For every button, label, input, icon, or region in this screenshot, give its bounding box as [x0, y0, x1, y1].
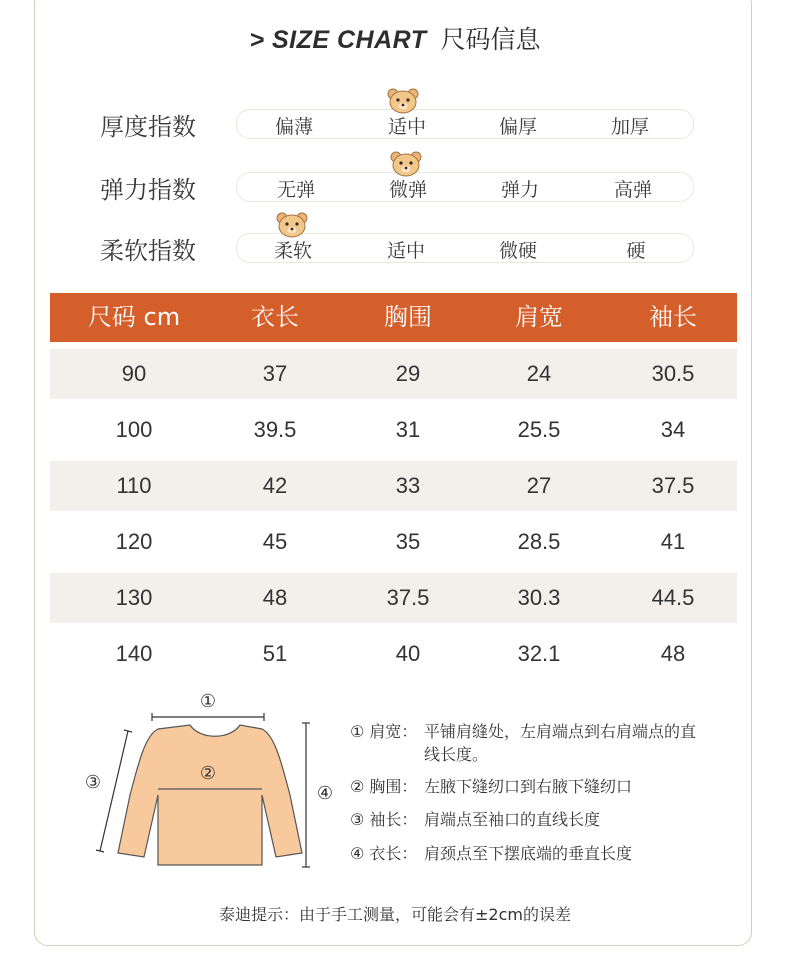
index-option: 硬: [626, 240, 646, 262]
table-header: [50, 293, 737, 342]
table-cell: 140: [115, 641, 153, 666]
table-cell: 33: [395, 473, 421, 498]
index-label: 弹力指数: [100, 176, 196, 204]
measurement-tip: 泰迪提示：由于手工测量，可能会有±2cm的误差: [219, 905, 571, 924]
table-cell: 27: [526, 473, 552, 498]
index-option: 弹力: [500, 179, 539, 201]
bear-marker-icon: [387, 88, 419, 114]
legend-text: 肩颈点至下摆底端的垂直长度: [424, 844, 633, 863]
table-cell: 30.5: [651, 361, 695, 386]
table-cell: 120: [115, 529, 153, 554]
table-cell: 32.1: [517, 641, 561, 666]
table-cell: 31: [395, 417, 421, 442]
index-track: [236, 172, 694, 202]
index-label: 柔软指数: [100, 237, 196, 265]
table-cell: 130: [115, 585, 153, 610]
legend-text: 肩端点至袖口的直线长度: [424, 810, 601, 829]
table-cell: 24: [526, 361, 552, 386]
table-header-cell: 肩宽: [515, 303, 563, 331]
index-option-selected: 适中: [387, 116, 426, 138]
table-cell: 110: [116, 473, 152, 498]
table-cell: 35: [395, 529, 421, 554]
marker-shoulder: ①: [199, 691, 217, 712]
table-cell: 37.5: [386, 585, 430, 610]
page-title: [0, 20, 790, 56]
index-option: 适中: [386, 240, 425, 262]
table-row: [50, 517, 737, 567]
sweater-diagram: [70, 685, 350, 885]
table-cell: 48: [660, 641, 686, 666]
table-row: [50, 629, 737, 679]
table-row: [50, 405, 737, 455]
index-option: 微硬: [498, 240, 537, 262]
table-cell: 42: [262, 473, 288, 498]
legend-text: 平铺肩缝处，左肩端点到右肩端点的直线长度。: [424, 722, 697, 764]
legend-key: ③ 袖长：: [350, 810, 418, 829]
table-cell: 39.5: [253, 417, 297, 442]
table-header-cell: 胸围: [384, 303, 432, 331]
table-cell: 37.5: [651, 473, 695, 498]
table-cell: 30.3: [517, 585, 561, 610]
legend-key: ④ 衣长：: [350, 844, 418, 863]
legend-item: [350, 720, 699, 766]
legend-item: [350, 808, 699, 831]
table-cell: 37: [262, 361, 288, 386]
legend-key: ② 胸围：: [350, 777, 418, 796]
table-row: [50, 349, 737, 399]
table-cell: 48: [262, 585, 288, 610]
table-cell: 40: [395, 641, 421, 666]
title-zh: 尺码信息: [440, 25, 541, 54]
index-option-selected: 柔软: [273, 240, 312, 262]
bear-marker-icon: [276, 212, 308, 238]
table-cell: 45: [262, 529, 288, 554]
table-cell: 28.5: [517, 529, 561, 554]
legend-item: [350, 842, 699, 865]
title-en: > SIZE CHART: [249, 26, 427, 54]
legend-text: 左腋下缝纫口到右腋下缝纫口: [424, 777, 633, 796]
table-header-cell: 尺码 cm: [87, 303, 181, 331]
legend-key: ① 肩宽：: [350, 722, 418, 741]
index-option: 偏厚: [498, 116, 537, 138]
table-header-cell: 袖长: [649, 303, 697, 331]
table-cell: 41: [660, 529, 686, 554]
table-row: [50, 461, 737, 511]
marker-chest: ②: [199, 763, 217, 784]
index-option: 加厚: [610, 116, 649, 138]
index-label: 厚度指数: [100, 113, 196, 141]
table-cell: 90: [121, 361, 147, 386]
bear-marker-icon: [390, 151, 422, 177]
index-option-selected: 微弹: [388, 179, 427, 201]
table-cell: 34: [660, 417, 686, 442]
table-cell: 44.5: [651, 585, 695, 610]
index-track: [236, 109, 694, 139]
legend-item: [350, 775, 699, 798]
table-row: [50, 573, 737, 623]
table-cell: 100: [115, 417, 153, 442]
marker-sleeve: ③: [84, 772, 102, 793]
sweater-shape: [118, 725, 302, 865]
index-option: 高弹: [613, 179, 652, 201]
table-cell: 25.5: [517, 417, 561, 442]
marker-body-length: ④: [316, 783, 334, 804]
table-header-cell: 衣长: [251, 303, 299, 331]
index-option: 偏薄: [274, 116, 313, 138]
table-cell: 51: [262, 641, 288, 666]
table-cell: 29: [395, 361, 421, 386]
index-option: 无弹: [276, 179, 315, 201]
